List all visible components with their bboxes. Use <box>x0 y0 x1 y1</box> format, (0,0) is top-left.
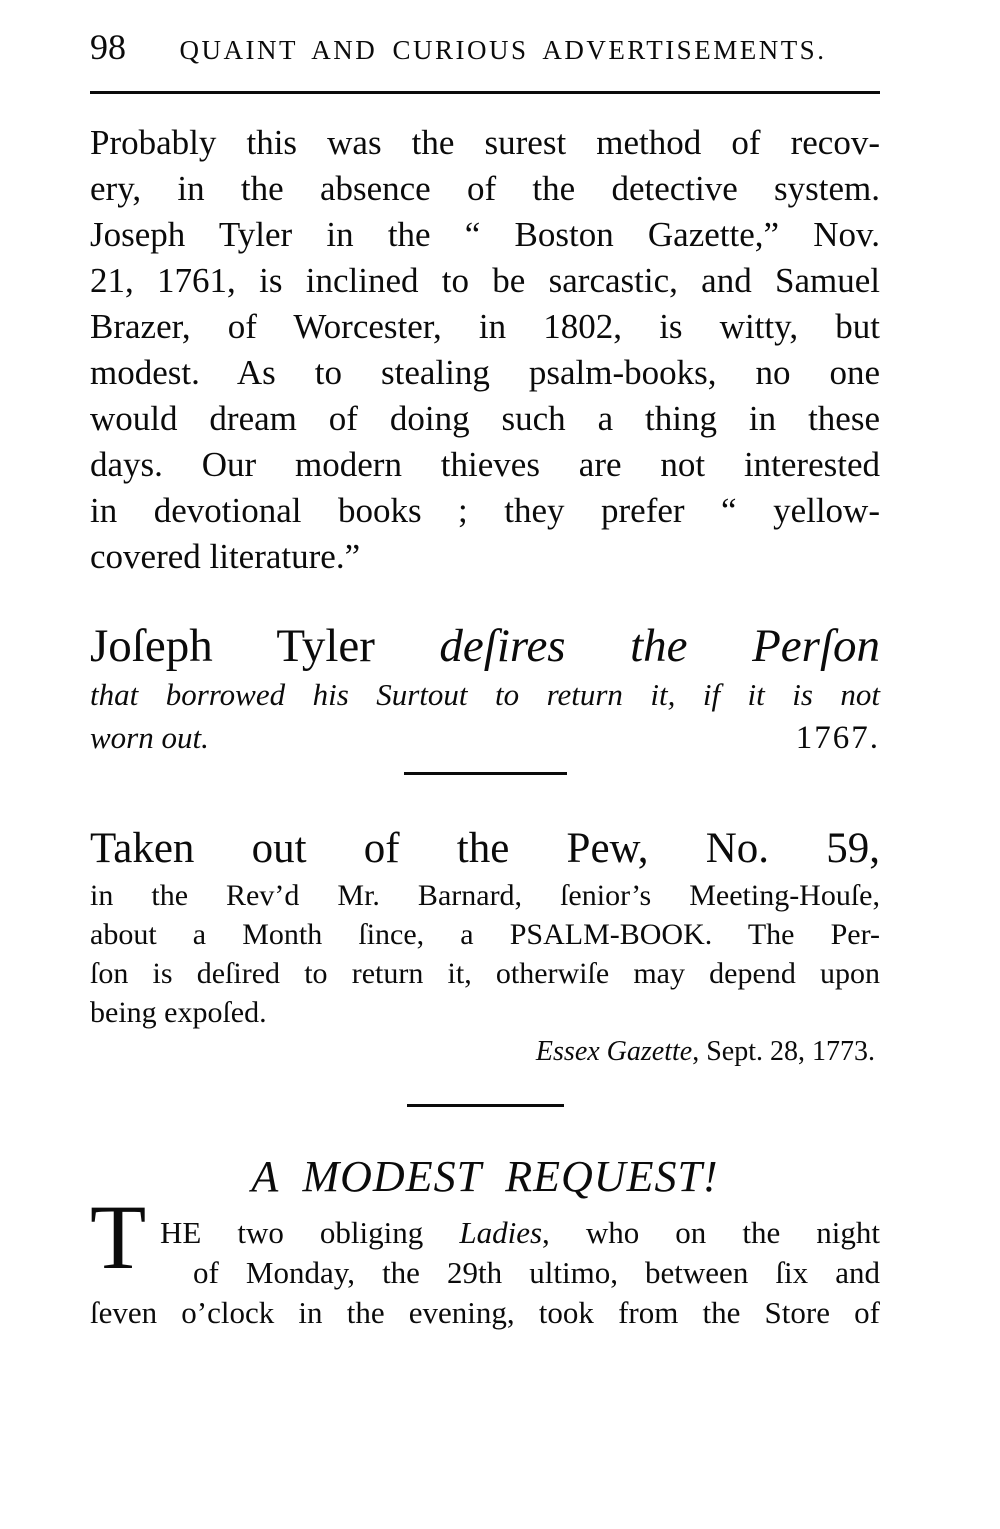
request-ad-body <box>90 1186 880 1333</box>
running-header <box>90 24 880 70</box>
pew-ad-source <box>90 1032 880 1072</box>
drop-cap: T <box>90 1186 147 1288</box>
tyler-ad-line: that borrowed his Surtout to return it, if it is not <box>90 677 880 712</box>
request-ad-line: ſeven o’clock in the evening, took from the Store of <box>90 1295 880 1330</box>
request-ad-title: A MODEST REQUEST! <box>251 1152 719 1201</box>
paragraph-line: would dream of doing such a thing in these <box>90 399 880 438</box>
tyler-ad-headline-italic: deſires the Perſon <box>439 620 880 672</box>
tyler-ad-last-line <box>90 716 880 760</box>
request-ad-line-start: HE two obliging <box>160 1215 424 1250</box>
pew-ad-line: about a Month ſince, a PSALM-BOOK. The Per- <box>90 918 880 951</box>
paragraph-line: modest. As to stealing psalm-books, no one <box>90 353 880 392</box>
tyler-ad-year: 1767. <box>795 720 880 756</box>
request-ad-line-end: , who on the night <box>542 1215 880 1250</box>
paragraph-line: ery, in the absence of the detective system. <box>90 169 880 208</box>
request-ad-line-italic: Ladies <box>459 1215 543 1250</box>
pew-ad-headline: Taken out of the Pew, No. 59, <box>90 825 880 872</box>
text-column <box>90 24 880 1333</box>
running-header-title: QUAINT AND CURIOUS ADVERTISEMENTS. <box>179 35 827 65</box>
pew-ad-line: ſon is deſired to return it, otherwiſe may depend upon <box>90 957 880 990</box>
tyler-ad-headline-roman: Joſeph Tyler <box>90 620 375 672</box>
paragraph-line: in devotional books ; they prefer “ yellow- <box>90 491 880 530</box>
paragraph-line: Joseph Tyler in the “ Boston Gazette,” Nov. <box>90 215 880 254</box>
page-number: 98 <box>90 27 126 67</box>
tyler-ad-headline <box>90 618 880 674</box>
header-rule <box>90 91 880 94</box>
paragraph-line: 21, 1761, is inclined to be sarcastic, and Samuel <box>90 261 880 300</box>
request-ad-line: of Monday, the 29th ultimo, between ſix and <box>193 1255 880 1290</box>
section-divider <box>407 1104 564 1107</box>
request-ad-line <box>90 1213 880 1253</box>
pew-ad-line: being expoſed. <box>90 996 267 1029</box>
paragraph-line: covered literature.” <box>90 537 361 576</box>
book-page <box>0 24 1000 1529</box>
pew-ad-line: in the Rev’d Mr. Barnard, ſenior’s Meeting-Houſe, <box>90 879 880 912</box>
paragraph-line: days. Our modern thieves are not interested <box>90 445 880 484</box>
section-divider <box>404 772 567 775</box>
tyler-ad-line-end: worn out. <box>90 720 209 755</box>
paragraph-line: Brazer, of Worcester, in 1802, is witty, but <box>90 307 880 346</box>
pew-ad-source-name: Essex Gazette <box>535 1036 693 1067</box>
paragraph-line: Probably this was the surest method of recov- <box>90 123 880 162</box>
intro-paragraph <box>90 120 880 580</box>
pew-ad-source-date: , Sept. 28, 1773. <box>692 1036 875 1067</box>
